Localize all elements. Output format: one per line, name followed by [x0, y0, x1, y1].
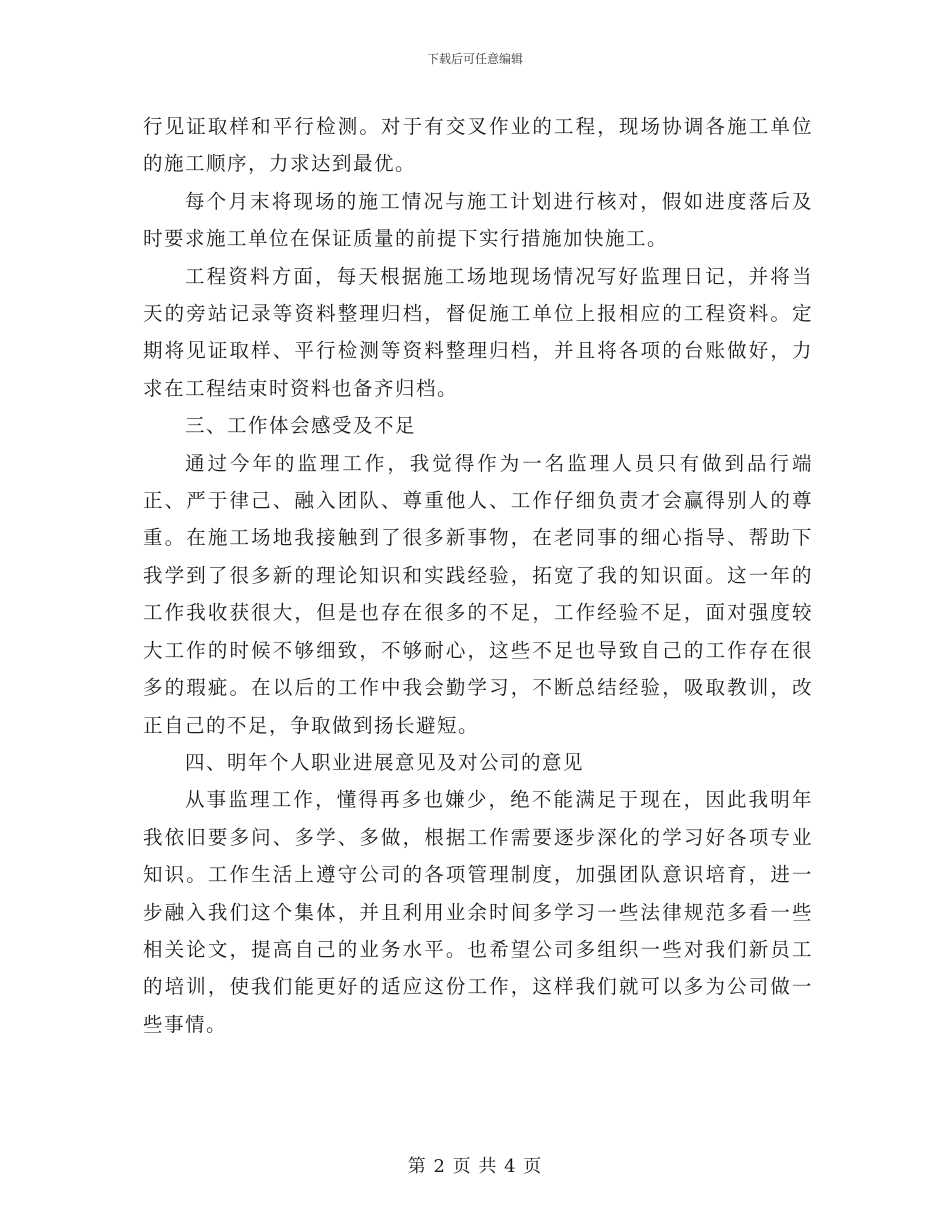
section-heading-plans: 四、明年个人职业进展意见及对公司的意见: [185, 750, 585, 774]
paragraph-experience: 通过今年的监理工作，我觉得作为一名监理人员只有做到品行端正、严于律己、融入团队、尊重他人、工作仔细负责才会赢得别人的尊重。在施工场地我接触到了很多新事物，在老同事的细心指导、帮助下我学到了很多新的理论知识和实践经验，拓宽了我的知识面。这一年的工作我收获很大，但是也存在很多的不足，工作经验不足，面对强度较大工作的时候不够细致，不够耐心，这些不足也导致自己的工作存在很多的瑕疵。在以后的工作中我会勤学习，不断总结经验，吸取教训，改正自己的不足，争取做到扬长避短。: [143, 451, 813, 737]
section-heading-experience: 三、工作体会感受及不足: [185, 414, 417, 438]
paragraph-schedule-check: 每个月末将现场的施工情况与施工计划进行核对，假如进度落后及时要求施工单位在保证质量的前提下实行措施加快施工。: [143, 189, 813, 251]
document-body: [143, 108, 813, 1043]
paragraph-plans: 从事监理工作，懂得再多也嫌少，绝不能满足于现在，因此我明年我依旧要多问、多学、多做，根据工作需要逐步深化的学习好各项专业知识。工作生活上遵守公司的各项管理制度，加强团队意识培育，进一步融入我们这个集体，并且利用业余时间多学习一些法律规范多看一些相关论文，提高自己的业务水平。也希望公司多组织一些对我们新员工的培训，使我们能更好的适应这份工作，这样我们就可以多为公司做一些事情。: [143, 788, 813, 1036]
paragraph-documentation: 工程资料方面，每天根据施工场地现场情况写好监理日记，并将当天的旁站记录等资料整理归档，督促施工单位上报相应的工程资料。定期将见证取样、平行检测等资料整理归档，并且将各项的台账做好，力求在工程结束时资料也备齐归档。: [143, 264, 813, 400]
page-header: 下载后可任意编辑: [426, 52, 523, 66]
paragraph-continuation: 行见证取样和平行检测。对于有交叉作业的工程，现场协调各施工单位的施工顺序，力求达到最优。: [143, 115, 813, 176]
page-number: 第 2 页 共 4 页: [407, 1156, 543, 1177]
